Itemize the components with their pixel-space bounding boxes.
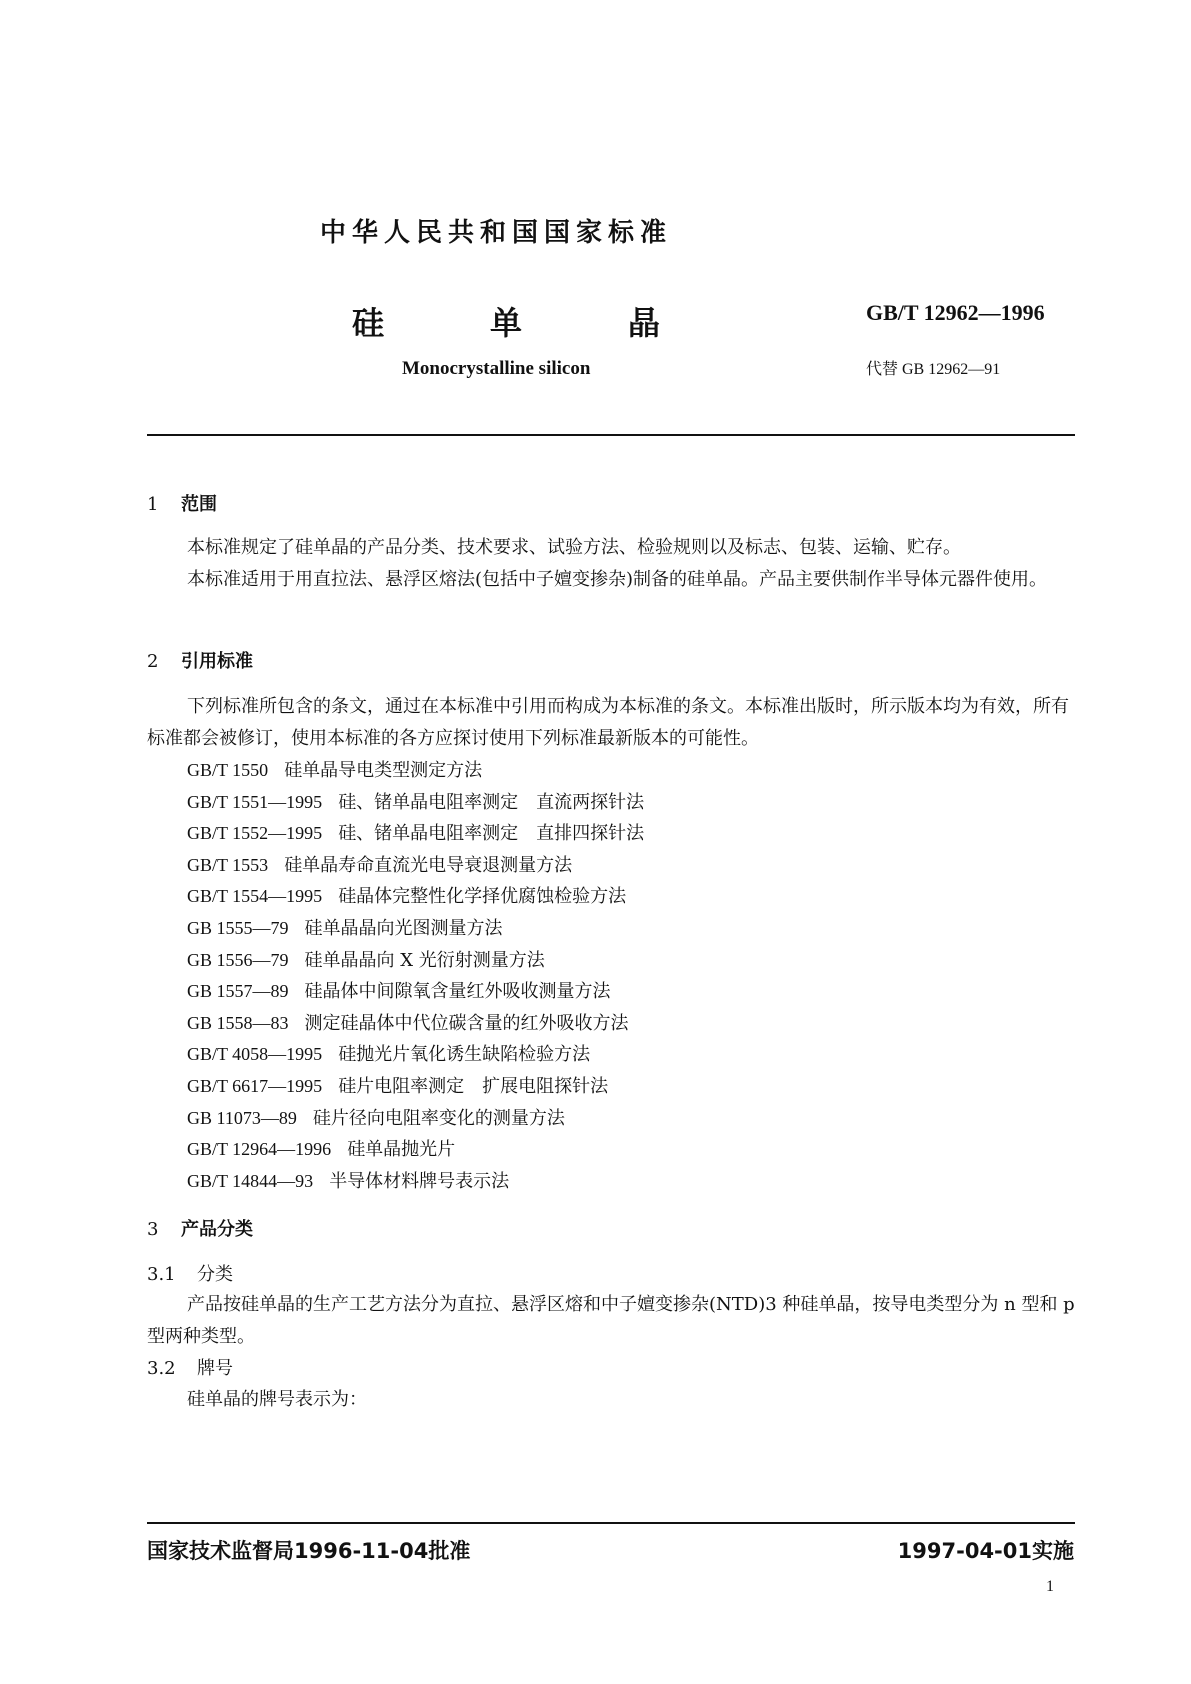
ref-code: GB 1556—79 xyxy=(187,949,289,970)
replaces-standard: 代替 GB 12962—91 xyxy=(866,361,1001,378)
list-item xyxy=(187,881,644,913)
ref-code: GB 11073—89 xyxy=(187,1107,297,1128)
page-number: 1 xyxy=(1046,1578,1054,1595)
list-item xyxy=(187,1134,644,1166)
ref-code: GB/T 4058—1995 xyxy=(187,1044,323,1065)
list-item xyxy=(187,818,644,850)
section-3-1-heading xyxy=(147,1260,233,1286)
section-3-2-number: 3.2 xyxy=(147,1358,176,1379)
ref-title: 硅单晶抛光片 xyxy=(347,1139,456,1161)
ref-title: 半导体材料牌号表示法 xyxy=(329,1170,510,1192)
section-1-paragraph-2: 本标准适用于用直拉法、悬浮区熔法(包括中子嬗变掺杂)制备的硅单晶。产品主要供制作半导体元器件使用。 xyxy=(187,569,1048,590)
country-standard-title: 中华人民共和国国家标准 xyxy=(320,218,673,248)
ref-title: 硅片径向电阻率变化的测量方法 xyxy=(312,1107,565,1129)
section-1-heading xyxy=(147,490,217,516)
list-item xyxy=(187,755,644,787)
ref-title: 硅单晶寿命直流光电导衰退测量方法 xyxy=(284,854,573,876)
approval-date: 国家技术监督局1996-11-04批准 xyxy=(147,1539,471,1563)
list-item xyxy=(187,945,644,977)
section-3-2-heading xyxy=(147,1354,233,1380)
section-2-title: 引用标准 xyxy=(181,651,253,672)
section-2-paragraph-1: 下列标准所包含的条文，通过在本标准中引用而构成为本标准的条文。本标准出版时，所示版本均为有效，所有标准都会被修订，使用本标准的各方应探讨使用下列标准最新版本的可能性。 xyxy=(147,696,1069,749)
ref-code: GB/T 1550 xyxy=(187,760,269,780)
ref-title: 硅晶体完整性化学择优腐蚀检验方法 xyxy=(338,886,627,908)
ref-title: 硅片电阻率测定 扩展电阻探针法 xyxy=(338,1075,609,1097)
list-item xyxy=(187,787,644,819)
ref-title: 硅、锗单晶电阻率测定 直排四探针法 xyxy=(338,823,645,845)
referenced-standards-list xyxy=(187,755,644,1197)
english-title: Monocrystalline silicon xyxy=(402,358,591,379)
ref-code: GB/T 6617—1995 xyxy=(187,1075,323,1096)
ref-code: GB 1558—83 xyxy=(187,1012,289,1033)
list-item xyxy=(187,1039,644,1071)
footer-divider xyxy=(147,1522,1075,1524)
section-3-heading xyxy=(147,1215,253,1241)
ref-code: GB/T 1552—1995 xyxy=(187,823,323,844)
ref-code: GB 1557—89 xyxy=(187,981,289,1002)
ref-title: 硅、锗单晶电阻率测定 直流两探针法 xyxy=(338,791,645,813)
list-item xyxy=(187,850,644,882)
list-item xyxy=(187,976,644,1008)
implementation-date: 1997-04-01实施 xyxy=(897,1539,1074,1563)
section-3-title: 产品分类 xyxy=(181,1219,253,1240)
list-item xyxy=(187,1071,644,1103)
section-2-number: 2 xyxy=(147,651,159,672)
ref-title: 硅单晶晶向 X 光衍射测量方法 xyxy=(304,949,545,971)
section-1-paragraph-1: 本标准规定了硅单晶的产品分类、技术要求、试验方法、检验规则以及标志、包装、运输、贮存。 xyxy=(187,537,961,558)
title-char-3: 晶 xyxy=(628,304,661,342)
list-item xyxy=(187,1166,644,1198)
standard-code: GB/T 12962—1996 xyxy=(866,300,1045,325)
section-1-number: 1 xyxy=(147,494,159,515)
section-3-1-paragraph: 产品按硅单晶的生产工艺方法分为直拉、悬浮区熔和中子嬗变掺杂(NTD)3 种硅单晶，按导电类型分为 n 型和 p 型两种类型。 xyxy=(147,1294,1075,1347)
section-1-title: 范围 xyxy=(181,494,217,515)
section-3-2-paragraph: 硅单晶的牌号表示为： xyxy=(187,1389,367,1410)
ref-code: GB 1555—79 xyxy=(187,917,289,938)
list-item xyxy=(187,1103,644,1135)
ref-code: GB/T 12964—1996 xyxy=(187,1139,332,1160)
ref-code: GB/T 1551—1995 xyxy=(187,791,323,812)
ref-title: 硅晶体中间隙氧含量红外吸收测量方法 xyxy=(304,981,611,1003)
section-3-2-title: 牌号 xyxy=(197,1358,233,1379)
section-3-number: 3 xyxy=(147,1219,159,1240)
title-char-2: 单 xyxy=(490,304,523,342)
ref-title: 硅单晶导电类型测定方法 xyxy=(284,760,483,781)
title-char-1: 硅 xyxy=(352,304,385,342)
section-2-heading xyxy=(147,647,253,673)
header-divider xyxy=(147,434,1075,436)
ref-code: GB/T 1554—1995 xyxy=(187,886,323,907)
ref-title: 硅单晶晶向光图测量方法 xyxy=(304,917,503,939)
ref-title: 测定硅晶体中代位碳含量的红外吸收方法 xyxy=(304,1012,629,1034)
ref-code: GB/T 14844—93 xyxy=(187,1170,314,1191)
section-3-1-title: 分类 xyxy=(197,1264,233,1285)
list-item xyxy=(187,1008,644,1040)
list-item xyxy=(187,913,644,945)
ref-title: 硅抛光片氧化诱生缺陷检验方法 xyxy=(338,1044,591,1066)
ref-code: GB/T 1553 xyxy=(187,854,269,875)
section-3-1-number: 3.1 xyxy=(147,1264,176,1285)
